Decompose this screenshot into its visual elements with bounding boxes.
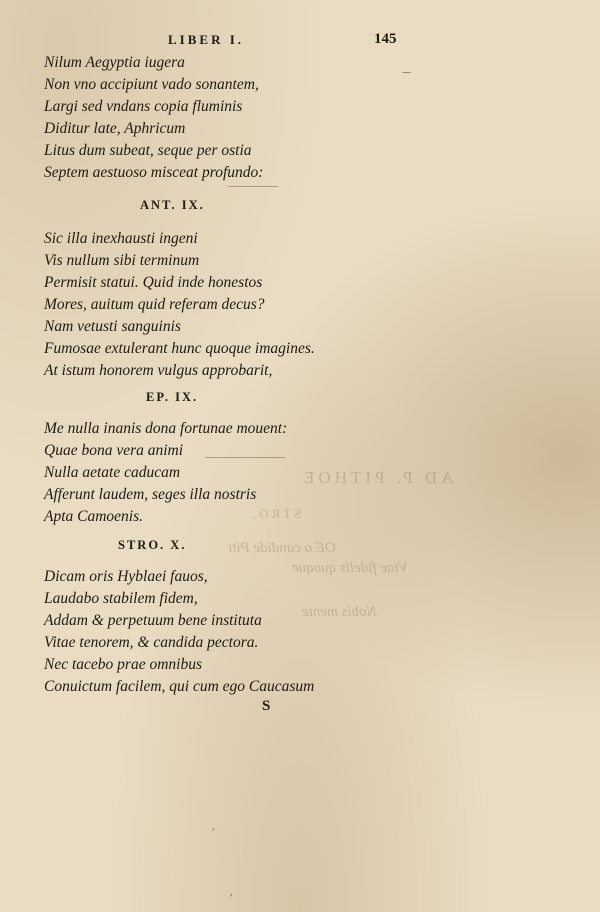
- speck-mark: —: [402, 68, 411, 78]
- bleed-through-4: Vtae fidelis quoque: [292, 560, 408, 576]
- verse-line: Nulla aetate caducam: [44, 464, 181, 481]
- verse-line: Nam vetusti sanguinis: [44, 318, 181, 335]
- verse-line: Nec tacebo prae omnibus: [44, 656, 202, 673]
- verse-line: Dicam oris Hyblaei fauos,: [44, 568, 208, 585]
- rule-line: [205, 457, 285, 458]
- verse-line: Litus dum subeat, seque per ostia: [44, 142, 252, 159]
- bleed-through-5: Nobis mente: [302, 604, 377, 620]
- speck-mark: ,: [230, 888, 233, 898]
- running-head: LIBER I.: [168, 32, 245, 47]
- verse-line: Quae bona vera animi: [44, 442, 184, 459]
- bleed-through-2: STRO.: [250, 506, 302, 521]
- verse-line: Afferunt laudem, seges illa nostris: [44, 486, 257, 503]
- section-heading: EP. IX.: [146, 390, 199, 404]
- verse-line: Permisit statui. Quid inde honestos: [44, 274, 263, 291]
- signature-mark: S: [262, 698, 271, 714]
- verse-line: Laudabo stabilem fidem,: [44, 590, 198, 607]
- verse-line: Apta Camoenis.: [44, 508, 144, 525]
- verse-line: Vis nullum sibi terminum: [44, 252, 200, 269]
- section-heading: ANT. IX.: [140, 198, 205, 212]
- verse-line: Nilum Aegyptia iugera: [44, 54, 185, 71]
- verse-line: Mores, auitum quid referam decus?: [44, 296, 265, 313]
- verse-line: Diditur late, Aphricum: [44, 120, 186, 137]
- verse-line: Non vno accipiunt vado sonantem,: [44, 76, 259, 93]
- verse-line: Conuictum facilem, qui cum ego Caucasum: [44, 678, 315, 695]
- verse-line: At istum honorem vulgus approbarit,: [44, 362, 273, 379]
- verse-line: Sic illa inexhausti ingeni: [44, 230, 198, 247]
- verse-line: Fumosae extulerant hunc quoque imagines.: [44, 340, 315, 357]
- bleed-through-3: OE o candide Pitt: [228, 540, 336, 556]
- rule-line: [228, 186, 278, 187]
- speck-mark: ': [212, 828, 215, 838]
- page-header: [0, 32, 600, 54]
- verse-line: Me nulla inanis dona fortunae mouent:: [44, 420, 288, 437]
- verse-line: Largi sed vndans copia fluminis: [44, 98, 243, 115]
- bleed-through-1: AD P. PITHOE: [300, 468, 454, 487]
- verse-line: Septem aestuoso misceat profundo:: [44, 164, 264, 181]
- verse-line: Vitae tenorem, & candida pectora.: [44, 634, 259, 651]
- page-number: 145: [374, 31, 397, 47]
- section-heading: STRO. X.: [118, 538, 187, 552]
- verse-line: Addam & perpetuum bene instituta: [44, 612, 262, 629]
